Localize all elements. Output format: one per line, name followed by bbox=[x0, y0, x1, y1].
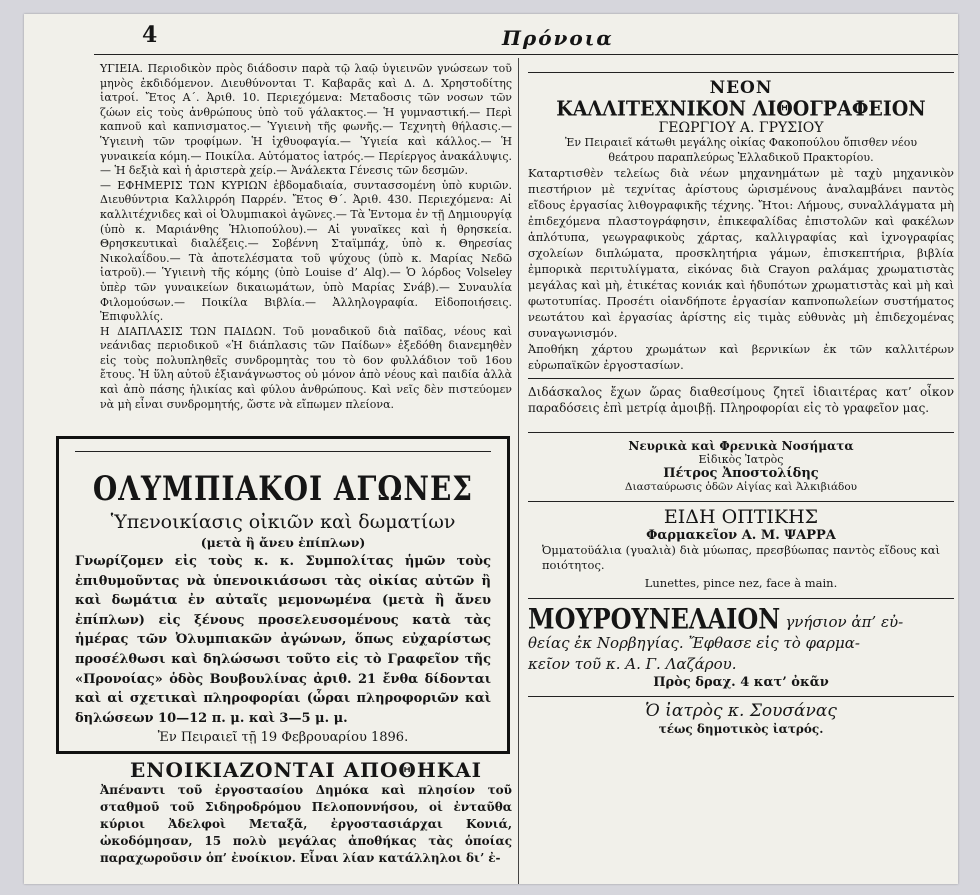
diaplasis-notice: Η ΔΙΑΠΛΑΣΙΣ ΤΩΝ ΠΑΙΔΩΝ. Τοῦ μοναδικοῦ διὰ παῖδας, νέους καὶ νεάνιδας περιοδικοῦ «Ἡ διάπλασις τῶν Παίδων» ἐξεδόθη διανεμηθὲν εἰς τοὺς πολυπληθεῖς συνδρομητὰς του τὸ 6ον φυλλάδιον τοῦ 16ου ἔτους. Ἡ ὕλη αὐτοῦ ἐξιανάγνωστος οὐ μόνον ἀπὸ νέους καὶ παιδία ἀλλὰ καὶ ἀπὸ πάσης ἡλικίας καὶ φύλου ἀνθρώπους. Καὶ νεῖς δὲν πιστεύομεν νὰ μὴ εἶναι συνδρομητής, ὥστε νὰ εἴπωμεν πλείονα. bbox=[100, 324, 512, 411]
page-number: 4 bbox=[142, 22, 158, 48]
olympic-title: ΟΛΥΜΠΙΑΚΟΙ ΑΓΩΝΕΣ bbox=[92, 468, 474, 509]
olympic-body: Γνωρίζομεν εἰς τοὺς κ. κ. Συμπολίτας ἡμῶν τοὺς ἐπιθυμοῦντας νὰ ὑπενοικιάσωσι τὰς οἰκίας αὐτῶν ἢ καὶ δωμάτια ἐν αὐταῖς μεμονωμένα (μετὰ ἢ ἄνευ ἐπίπλων) εἰς ξένους προσελευσομένους κατὰ τὰς ἡμέρας τῶν Ὀλυμπιακῶν ἀγώνων, ὅπως εὐχαρίστως προσέλθωσι καὶ δηλώσωσι τοῦτο εἰς τὸ Γραφεῖον τῆς «Προνοίας» ὁδὸς Βουβουλίνας ἀριθ. 21 ἔνθα δίδονται καὶ αἱ σχετικαὶ πληροφορίαι (ὧραι πληροφοριῶν καὶ δηλώσεων 10—12 π. μ. καὶ 3—5 μ. μ. bbox=[75, 554, 491, 726]
ephimeris-notice: — ΕΦΗΜΕΡΙΣ ΤΩΝ ΚΥΡΙΩΝ ἑβδομαδιαία, συντασσομένη ὑπὸ κυριῶν. Διευθύντρια Καλλιρρόη Παρρέν. Ἔτος Θ΄. Ἀριθ. 430. Περιεχόμενα: Αἱ καλλιτέχνιδες καὶ οἱ Ὀλυμπιακοὶ ἀγῶνες.— Τὰ Ἐντομα ἐν τῇ Δημιουργίᾳ (ὑπὸ κ. Μαριάνθης Ἡλιοπούλου).— Αἱ γυναῖκες καὶ ἡ θρησκεία. Θρησκευτικαὶ διαλέξεις.— Σοβέννη Σταϊμπάχ, ὑπὸ κ. Θηρεσίας Νικολαΐδου.— Τὰ ἀποτελέσματα τοῦ ψύχους (ὑπὸ κ. Μαρίας Νεδῶ ἰατροῦ).— Ὑγιεινὴ τῆς κόμης (ὑπὸ Louise d’ Alq).— Ὁ λόρδος Volseley ὑπὲρ τῶν γυναικείων δικαιωμάτων, ὑπὸ Μαρίας Σνάβ).— Συναυλία Φιλομούσων.— Ποικίλα Βιβλία.— Ἀλληλογραφία. Εἰδοποιήσεις. Ἐπιφυλλίς. bbox=[100, 178, 512, 324]
column-divider bbox=[518, 58, 519, 884]
optics-title: ΕΙΔΗ ΟΠΤΙΚΗΣ bbox=[663, 506, 819, 529]
sousanas-line2: τέως δημοτικὸς ἰατρός. bbox=[658, 722, 824, 737]
lithography-title: ΚΑΛΛΙΤΕΧΝΙΚΟΝ ΛΙΘΟΓΡΑΦΕΙΟΝ bbox=[556, 96, 926, 122]
lithography-owner: ΓΕΩΡΓΙΟΥ Α. ΓΡΥΣΙΟΥ bbox=[658, 120, 824, 136]
warehouses-title: ΕΝΟΙΚΙΑΖΟΝΤΑΙ ΑΠΟΘΗΚΑΙ bbox=[130, 758, 482, 782]
cod-oil-price: Πρὸς δραχ. 4 κατ’ ὀκᾶν bbox=[653, 675, 829, 691]
doctor-specialty: Νευρικὰ καὶ Φρενικὰ Νοσήματα bbox=[628, 439, 854, 454]
cod-oil-title: ΜΟΥΡΟΥΝΕΛΑΙΟΝ bbox=[528, 602, 781, 636]
olympic-date: Ἐν Πειραιεῖ τῇ 19 Φεβρουαρίου 1896. bbox=[157, 730, 409, 746]
doctor-name: Πέτρος Ἀποστολίδης bbox=[663, 466, 819, 482]
cod-oil-line3: κεῖον τοῦ κ. Α. Γ. Λαζάρου. bbox=[528, 655, 737, 674]
olympic-games-ad bbox=[56, 436, 510, 754]
optics-pharmacy: Φαρμακεῖον Α. Μ. ΨΑΡΡΑ bbox=[646, 528, 836, 544]
sousanas-line1: Ὁ ἰατρὸς κ. Σουσάνας bbox=[645, 701, 837, 722]
cod-oil-line1: γνήσιον ἀπ’ εὐ- bbox=[785, 613, 904, 632]
optics-body: Ὀμματοϋάλια (γυαλιὰ) διὰ μύωπας, πρεσβύωπας παντὸς εἴδους καὶ ποιότητος. bbox=[542, 543, 940, 572]
ad-top-rule bbox=[75, 451, 491, 452]
lithography-neon: ΝΕΟΝ bbox=[709, 78, 773, 98]
cod-oil-top-rule bbox=[528, 598, 954, 599]
cod-oil-line2: θείας ἐκ Νορβηγίας. Ἔφθασε εἰς τὸ φαρμα- bbox=[528, 634, 860, 653]
right-column bbox=[528, 62, 954, 736]
warehouses-ad bbox=[100, 758, 512, 867]
teacher-notice: Διδάσκαλος ἔχων ὥρας διαθεσίμους ζητεῖ ἰδιαιτέρας κατ’ οἶκον παραδόσεις ἐπὶ μετρίᾳ ἀμοιβῇ. Πληροφορίαι εἰς τὸ γραφεῖον μας. bbox=[528, 385, 954, 416]
olympic-subtitle: Ὑπενοικίασις οἰκιῶν καὶ δωματίων bbox=[110, 511, 456, 533]
header-rule bbox=[94, 54, 958, 55]
lithography-address: Ἐν Πειραιεῖ κάτωθι μεγάλης οἰκίας Φακοπούλου ὄπισθεν νέου θεάτρου παραπλεύρως Ἑλλαδικοῦ Πρακτορίου. bbox=[564, 136, 918, 164]
newspaper-page bbox=[24, 14, 958, 884]
lithography-body: Καταρτισθὲν τελείως διὰ νέων μηχανημάτων μὲ ταχὺ μηχανικὸν πιεστήριον μὲ τεχνίτας ἀρίστους ὡρισμένους ἀναλαμβάνει παντὸς εἴδους ἐργασίας λιθογραφικῆς τέχνης. Ἤτοι: Λήμους, συναλλάγματα μὴ ἐπιδεχόμενα πλαστογράφησιν, ἐπικεφαλίδας ἐπιστολῶν καὶ φακέλων ἁπλότυπα, γεωγραφικοὺς χάρτας, καλλιγραφίας καὶ ἰχνογραφίας σχολείων διπλώματα, προσκλητήρια γάμων, ἐπισκεπτήρια, βιβλία ἐμπορικὰ περιτυλίγματα, εἰκόνας διὰ Crayon ραλάμας χρωματιστὰς μεγάλας καὶ μὴ, ἐτικέτας κονιάκ καὶ ἡδυπότων χρωματιστὰς καὶ μὴ καὶ φωτοτυπίας. Προσέτι οἱανδήποτε ἐργασίαν καπνοπωλείων συστήματος νεωτάτου καὶ ἐργασίας ἀρίστης εἰς τιμὰς εὐθυνὰς μὴ ἐπιδεχομένας συναγωνισμόν. bbox=[528, 166, 954, 341]
doctor-address: Διασταύρωσις ὁδῶν Αἰγίας καὶ Ἀλκιβιάδου bbox=[624, 481, 858, 494]
warehouses-body: Ἀπέναντι τοῦ ἐργοστασίου Δημόκα καὶ πλησίον τοῦ σταθμοῦ τοῦ Σιδηροδρόμου Πελοποννήσου, οἱ ἐνταῦθα κύριοι Ἀδελφοὶ Μεταξᾶ, ἐργοστασιάρχαι Κονιά, ὠκοδόμησαν, 15 πολὺ μεγάλας ἀποθήκας τὰς ὁποίας παραχωροῦσιν ὁπ’ ἐνοίκιον. Εἶναι λίαν κατάλληλοι διʼ ἐ- bbox=[100, 783, 512, 865]
optics-french: Lunettes, pince nez, face à main. bbox=[644, 576, 838, 591]
newspaper-title: Πρόνοια bbox=[502, 26, 614, 50]
hygieia-notice: ΥΓΙΕΙΑ. Περιοδικὸν πρὸς διάδοσιν παρὰ τῷ λαῷ ὑγιεινῶν γνώσεων τοῦ μηνὸς ἐκδιδόμενον. Διευθύνονται Τ. Καβαρᾶς καὶ Δ. Δ. Χρηστοδίτης ἰατροί. Ἔτος Α΄. Ἀριθ. 10. Περιεχόμενα: Μεταδοσις τῶν νοσων τῶν ζώων εἰς τοὺς ἀνθρώπους ὑπὸ τοῦ γάλακτος.— Ἡ γυμναστική.— Περὶ καπνοῦ καὶ καπνισματος.— Ὑγιεινὴ τῆς φωνῆς.— Τεχνητὴ θήλασις.— Ὑγιεινὴ τῶν τροφίμων. Ἡ ἰχθυοφαγία.— Ὑγιεία καὶ κάλλος.— Ἡ γυναικεία κόμη.— Ποικίλα. Αὐτόματος ἰατρός.— Περίεργος ἀνακάλυψις.— Ἡ δεξιὰ καὶ ἡ ἀριστερὰ χείρ.— Ἀνάλεκτα Γένεσις τῶν δεσμῶν. bbox=[100, 62, 512, 178]
doctor-role: Εἰδικὸς Ἰατρὸς bbox=[698, 453, 784, 467]
optics-top-rule bbox=[528, 501, 954, 502]
left-column bbox=[100, 62, 512, 412]
sousanas-top-rule bbox=[528, 696, 954, 697]
olympic-subtitle-2: (μετὰ ἢ ἄνευ ἐπίπλων) bbox=[200, 535, 366, 550]
doctor-top-rule bbox=[528, 432, 954, 433]
lithography-warehouse: Ἀποθήκη χάρτου χρωμάτων καὶ βερνικίων ἐκ τῶν καλλιτέρων εὐρωπαϊκῶν ἐργοστασίων. bbox=[528, 342, 954, 373]
teacher-top-rule bbox=[528, 378, 954, 379]
lithography-top-rule bbox=[528, 72, 954, 73]
